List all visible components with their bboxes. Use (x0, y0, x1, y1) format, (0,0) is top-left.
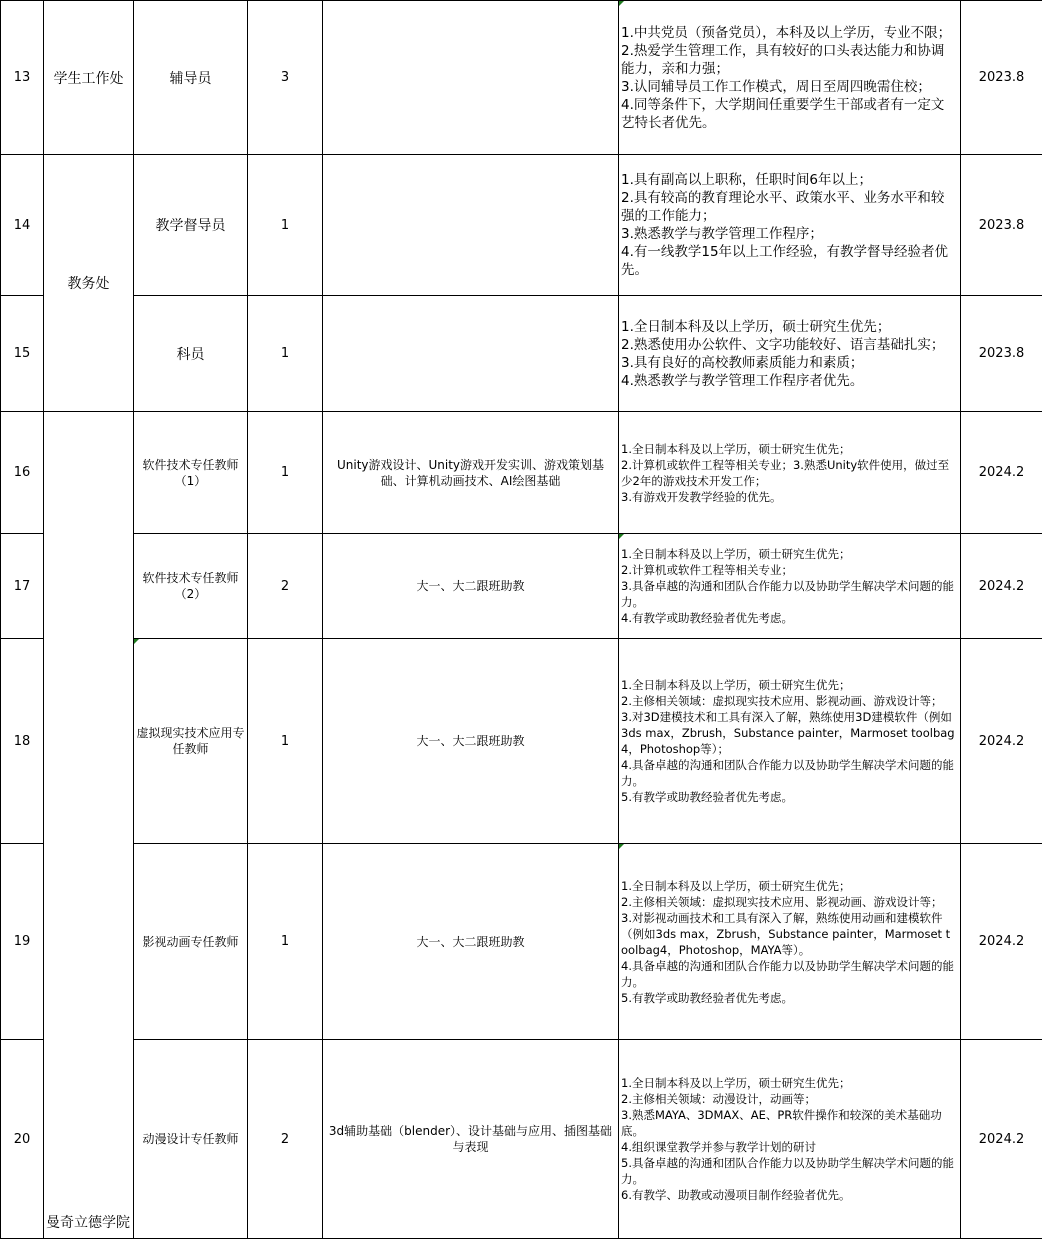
requirement-line: 1.全日制本科及以上学历，硕士研究生优先； (621, 318, 891, 335)
requirement-line: 3.认同辅导员工作工作模式，周日至周四晚需住校； (621, 78, 931, 95)
row-number: 13 (1, 1, 44, 155)
headcount-cell: 1 (248, 155, 323, 296)
requirements-cell (619, 412, 961, 534)
requirement-line: 2.计算机或软件工程等相关专业；3.熟悉Unity软件使用，做过至少2年的游戏技术开发工作； (621, 457, 950, 488)
requirement-line: 5.有教学或助教经验者优先考虑。 (621, 990, 793, 1005)
position-label: 虚拟现实技术应用专任教师 (136, 726, 245, 756)
requirement-line: 4.具备卓越的沟通和团队合作能力以及协助学生解决学术问题的能力。 (621, 958, 954, 989)
row-number: 17 (1, 534, 44, 639)
requirement-line: 2.熟悉使用办公软件、文字功能较好、语言基础扎实； (621, 336, 945, 353)
row-number: 14 (1, 155, 44, 296)
date-cell: 2024.2 (961, 534, 1042, 639)
requirement-line: 2.计算机或软件工程等相关专业； (621, 563, 793, 577)
position-cell: 辅导员 (134, 1, 248, 155)
requirement-line: 4.有教学或助教经验者优先考虑。 (621, 611, 793, 625)
requirements-cell (619, 844, 961, 1040)
requirement-line: 3.有游戏开发教学经验的优先。 (621, 489, 782, 504)
table-row (1, 155, 1042, 296)
position-cell: 影视动画专任教师 (134, 844, 248, 1040)
headcount-cell: 1 (248, 844, 323, 1040)
date-cell: 2023.8 (961, 155, 1042, 296)
requirement-line: 1.全日制本科及以上学历，硕士研究生优先； (621, 547, 851, 561)
row-number: 20 (1, 1040, 44, 1239)
date-cell: 2023.8 (961, 296, 1042, 412)
requirement-line: 1.中共党员（预备党员），本科及以上学历，专业不限； (621, 24, 952, 41)
requirement-line: 4.同等条件下，大学期间任重要学生干部或者有一定文艺特长者优先。 (621, 96, 945, 131)
requirement-line: 3.具有良好的高校教师素质能力和素质； (621, 354, 864, 371)
requirement-line: 5.有教学或助教经验者优先考虑。 (621, 790, 793, 804)
requirements-cell (619, 296, 961, 412)
requirement-line: 2.主修相关领域：虚拟现实技术应用、影视动画、游戏设计等； (621, 894, 943, 909)
position-cell: 软件技术专任教师（2） (134, 534, 248, 639)
row-number: 18 (1, 639, 44, 844)
requirements-cell (619, 155, 961, 296)
requirement-line: 3.具备卓越的沟通和团队合作能力以及协助学生解决学术问题的能力。 (621, 579, 954, 609)
requirement-line: 3.熟悉教学与教学管理工作程序； (621, 226, 823, 242)
table-row (1, 844, 1042, 1040)
date-cell: 2024.2 (961, 844, 1042, 1040)
requirement-line: 3.对3D建模技术和工具有深入了解，熟练使用3D建模软件（例如3ds max，Zbrush，Substance painter，Marmoset toolbag4，Photoshop等）； (621, 710, 955, 756)
requirement-line: 6.有教学、助教或动漫项目制作经验者优先。 (621, 1188, 851, 1202)
row-number: 19 (1, 844, 44, 1040)
table-row (1, 1040, 1042, 1239)
requirement-line: 2.具有较高的教育理论水平、政策水平、业务水平和较强的工作能力； (621, 190, 945, 224)
requirement-line: 3.对影视动画技术和工具有深入了解，熟练使用动画和建模软件（例如3ds max，Zbrush，Substance painter，Marmoset toolbag4，Photoshop，MAYA等）。 (621, 910, 951, 957)
requirements-cell (619, 534, 961, 639)
requirement-line: 3.熟悉MAYA、3DMAX、AE、PR软件操作和较深的美术基础功底。 (621, 1108, 942, 1138)
department-cell: 曼奇立德学院 (44, 412, 134, 1239)
courses-cell: Unity游戏设计、Unity游戏开发实训、游戏策划基础、计算机动画技术、AI绘图基础 (323, 412, 619, 534)
courses-cell: 大一、大二跟班助教 (323, 639, 619, 844)
requirement-line: 4.有一线教学15年以上工作经验，有教学督导经验者优先。 (621, 244, 949, 278)
requirement-line: 4.具备卓越的沟通和团队合作能力以及协助学生解决学术问题的能力。 (621, 758, 954, 788)
requirement-line: 1.全日制本科及以上学历，硕士研究生优先； (621, 878, 851, 893)
requirement-line: 4.组织课堂教学并参与教学计划的研讨 (621, 1140, 816, 1154)
headcount-cell: 2 (248, 534, 323, 639)
courses-cell (323, 155, 619, 296)
position-cell (134, 639, 248, 844)
courses-cell (323, 1, 619, 155)
table-row (1, 639, 1042, 844)
table-row (1, 534, 1042, 639)
requirement-line: 1.全日制本科及以上学历，硕士研究生优先； (621, 678, 851, 692)
position-cell: 科员 (134, 296, 248, 412)
courses-cell: 大一、大二跟班助教 (323, 534, 619, 639)
row-number: 15 (1, 296, 44, 412)
requirement-line: 1.具有副高以上职称，任职时间6年以上； (621, 172, 872, 188)
comment-marker-icon (619, 534, 624, 539)
courses-cell: 大一、大二跟班助教 (323, 844, 619, 1040)
courses-cell: 3d辅助基础（blender）、设计基础与应用、插图基础与表现 (323, 1040, 619, 1239)
requirement-line: 1.全日制本科及以上学历，硕士研究生优先； (621, 441, 851, 456)
table-row (1, 1, 1042, 155)
headcount-cell: 1 (248, 412, 323, 534)
date-cell: 2024.2 (961, 1040, 1042, 1239)
comment-marker-icon (619, 844, 624, 849)
requirement-line: 2.主修相关领域：虚拟现实技术应用、影视动画、游戏设计等； (621, 694, 943, 708)
table-row (1, 296, 1042, 412)
headcount-cell: 3 (248, 1, 323, 155)
headcount-cell: 1 (248, 296, 323, 412)
requirements-cell (619, 1040, 961, 1239)
date-cell: 2024.2 (961, 639, 1042, 844)
requirement-line: 5.具备卓越的沟通和团队合作能力以及协助学生解决学术问题的能力。 (621, 1156, 954, 1186)
row-number: 16 (1, 412, 44, 534)
requirement-line: 1.全日制本科及以上学历，硕士研究生优先； (621, 1076, 851, 1090)
position-cell: 动漫设计专任教师 (134, 1040, 248, 1239)
table-row (1, 412, 1042, 534)
position-cell: 教学督导员 (134, 155, 248, 296)
requirement-line: 2.主修相关领域：动漫设计，动画等； (621, 1092, 816, 1106)
courses-cell (323, 296, 619, 412)
headcount-cell: 1 (248, 639, 323, 844)
position-cell: 软件技术专任教师（1） (134, 412, 248, 534)
department-cell: 学生工作处 (44, 1, 134, 155)
requirements-cell (619, 639, 961, 844)
requirement-line: 2.热爱学生管理工作，具有较好的口头表达能力和协调能力，亲和力强； (621, 42, 945, 77)
date-cell: 2023.8 (961, 1, 1042, 155)
department-cell: 教务处 (44, 155, 134, 412)
comment-marker-icon (134, 639, 139, 644)
requirements-cell (619, 1, 961, 155)
date-cell: 2024.2 (961, 412, 1042, 534)
comment-marker-icon (619, 1, 624, 6)
requirement-line: 4.熟悉教学与教学管理工作程序者优先。 (621, 372, 864, 389)
headcount-cell: 2 (248, 1040, 323, 1239)
